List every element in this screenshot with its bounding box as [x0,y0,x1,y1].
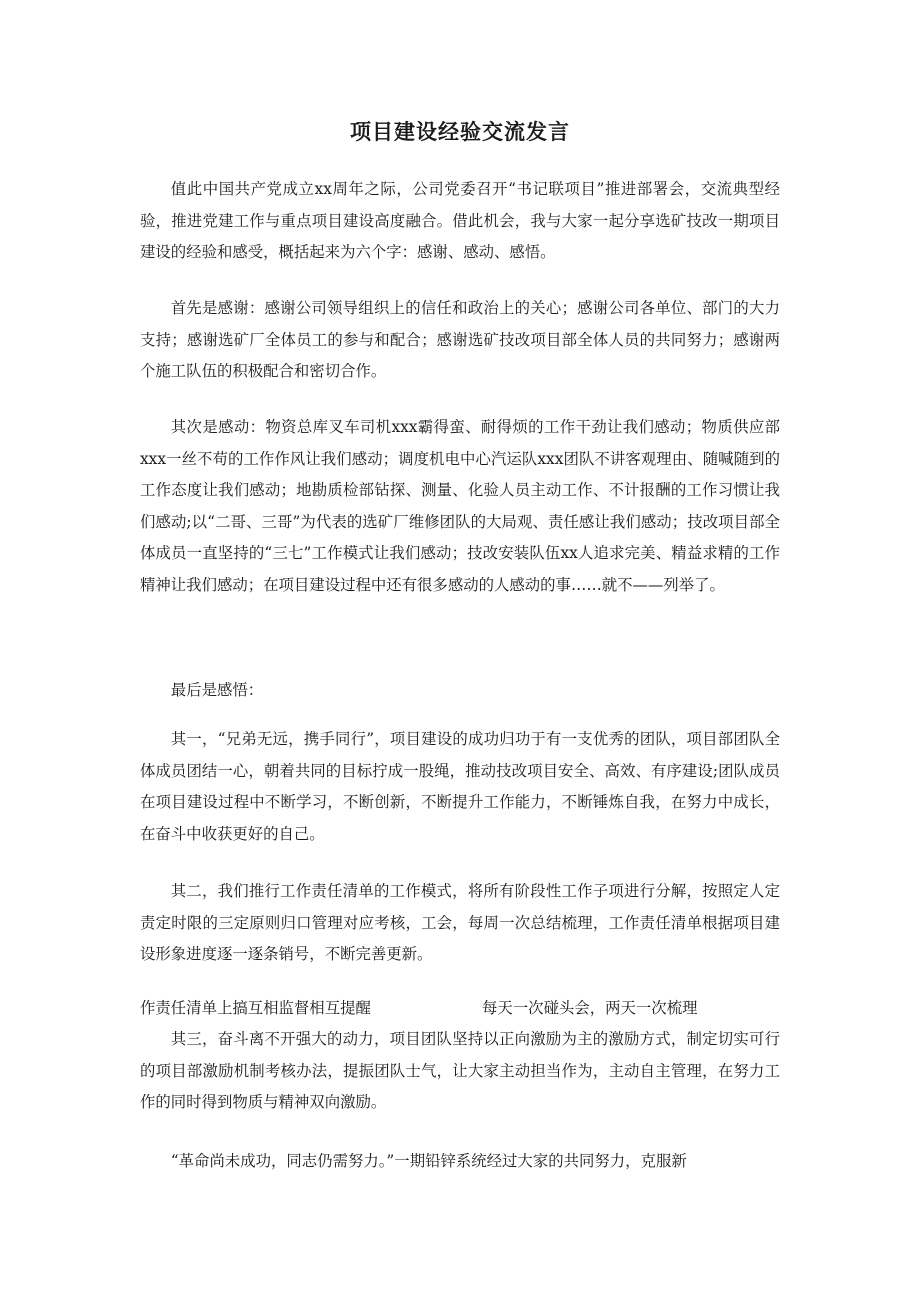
paragraph-insight-two: 其二，我们推行工作责任清单的工作模式，将所有阶段性工作子项进行分解，按照定人定责定时限的三定原则归口管理对应考核，工会，每周一次总结梳理，工作责任清单根据项目建设形象进度逐一逐条销号，不断完善更新。 [140,882,780,963]
paragraph-insight-three: 其三，奋斗离不开强大的动力，项目团队坚持以正向激励为主的激励方式，制定切实可行的项目部激励机制考核办法，提振团队士气，让大家主动担当作为，主动自主管理，在努力工作的同时得到物质与精神双向激励。 [140,1030,780,1111]
paragraph-thanks: 首先是感谢：感谢公司领导组织上的信任和政治上的关心；感谢公司各单位、部门的大力支持；感谢选矿厂全体员工的参与和配合；感谢选矿技改项目部全体人员的共同努力；感谢两个施工队伍的积极配合和密切合作。 [140,299,780,380]
paragraph-moved: 其次是感动：物资总库叉车司机xxx霸得蛮、耐得烦的工作干劲让我们感动；物质供应部xxx一丝不苟的工作作风让我们感动；调度机电中心汽运队xxx团队不讲客观理由、随喊随到的工作态度让我们感动；地勘质检部钻探、测量、化验人员主动工作、不计报酬的工作习惯让我们感动;以“二哥、三哥”为代表的选矿厂维修团队的大局观、责任感让我们感动；技改项目部全体成员一直坚持的“三七”工作模式让我们感动；技改安装队伍xx人追求完美、精益求精的工作精神让我们感动；在项目建设过程中还有很多感动的人感动的事……就不——列举了。 [140,418,780,594]
paragraph-insight-one: 其一，“兄弟无远，携手同行”，项目建设的成功归功于有一支优秀的团队，项目部团队全体成员团结一心，朝着共同的目标拧成一股绳，推动技改项目安全、高效、有序建设;团队成员在项目建设过程中不断学习，不断创新，不断提升工作能力，不断锤炼自我，在努力中成长，在奋斗中收获更好的自己。 [140,730,780,843]
paragraph-closing: “革命尚未成功，同志仍需努力。”一期铅锌系统经过大家的共同努力，克服新 [170,1152,687,1170]
aside-note-left: 作责任清单上搞互相监督相互提醒 [140,999,371,1017]
aside-note-right: 每天一次碰头会，两天一次梳理 [482,999,698,1017]
document-title: 项目建设经验交流发言 [350,120,570,144]
paragraph-insight-heading: 最后是感悟： [170,681,264,699]
paragraph-intro: 值此中国共产党成立xx周年之际，公司党委召开“书记联项目”推进部署会，交流典型经验，推进党建工作与重点项目建设高度融合。借此机会，我与大家一起分享选矿技改一期项目建设的经验和感受，概括起来为六个字：感谢、感动、感悟。 [140,180,780,261]
